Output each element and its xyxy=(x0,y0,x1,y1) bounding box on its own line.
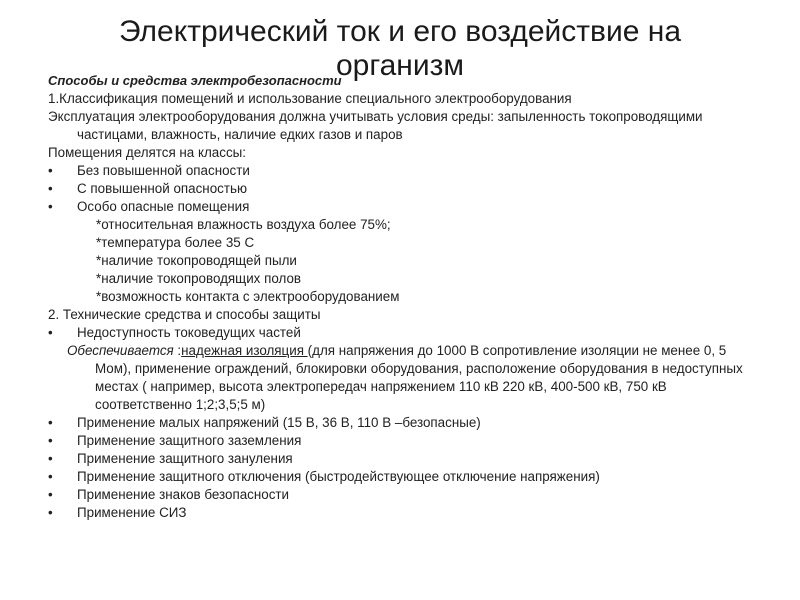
measure-item: • Применение защитного отключения (быстродействующее отключение напряжения) xyxy=(48,468,758,486)
danger-condition-item: *относительная влажность воздуха более 75%; xyxy=(96,217,391,232)
provided-rest: (для напряжения до 1000 В сопротивление изоляции не менее 0, 5 Мом), применение ограждений, блокировки оборудования, расположение оборудования в недоступных местах ( например, высота электропередач напряжением 110 кВ 220 кВ, 400-500 кВ, 750 кВ соответственно 1;2;3,5;5 м) xyxy=(95,343,743,412)
danger-condition-item: *наличие токопроводящей пыли xyxy=(96,253,297,268)
insulation-text: надежная изоляция xyxy=(181,343,308,358)
measure-item: • Применение знаков безопасности xyxy=(48,486,758,504)
rooms-intro: Помещения делятся на классы: xyxy=(48,145,246,160)
room-class-item: • Особо опасные помещения xyxy=(48,198,758,216)
provided-label: Обеспечивается xyxy=(67,343,174,358)
measure-item: • Применение защитного зануления xyxy=(48,450,758,468)
danger-condition-item: *наличие токопроводящих полов xyxy=(96,271,302,286)
measure-item: • Применение малых напряжений (15 В, 36 В, 110 В –безопасные) xyxy=(48,414,758,432)
exploitation-text: Эксплуатация электрооборудования должна учитывать условия среды: запыленность токопроводящими частицами, влажность, наличие едких газов и паров xyxy=(48,109,703,142)
provided-paragraph xyxy=(48,342,758,414)
danger-condition-item: *температура более 35 С xyxy=(96,235,255,250)
danger-condition-item: *возможность контакта с электрооборудованием xyxy=(96,289,400,304)
measure-item: • Применение защитного заземления xyxy=(48,432,758,450)
provided-colon: : xyxy=(173,343,182,358)
slide-title: Электрический ток и его воздействие на организм xyxy=(118,15,682,82)
room-class-item: • С повышенной опасностью xyxy=(48,180,758,198)
section-1-heading: 1.Классификация помещений и использование специального электрооборудования xyxy=(48,91,572,106)
inaccessibility-item: • Недоступность токоведущих частей xyxy=(48,324,758,342)
section-2-heading: 2. Технические средства и способы защиты xyxy=(48,307,321,322)
subtitle: Способы и средства электробезопасности xyxy=(48,73,342,88)
room-class-item: • Без повышенной опасности xyxy=(48,162,758,180)
slide-content xyxy=(48,72,758,522)
measure-item: • Применение СИЗ xyxy=(48,504,758,522)
